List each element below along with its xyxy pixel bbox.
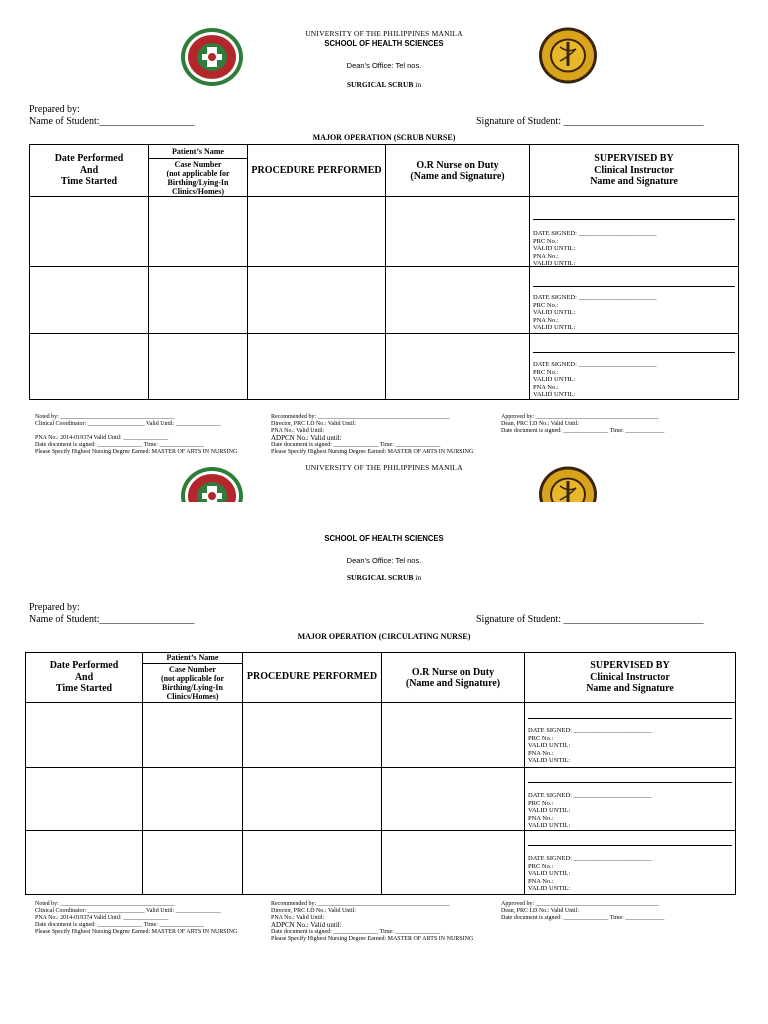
procedure-cell[interactable] (243, 831, 382, 895)
table-header-row (26, 653, 736, 703)
noted-by-field[interactable]: Noted by: ______________________________________ (35, 414, 175, 420)
footer-middle (271, 414, 473, 456)
procedure-cell[interactable] (248, 267, 386, 334)
col-supervised-header: SUPERVISED BY Clinical Instructor Name and Signature (525, 653, 736, 703)
degree-earned: Please Specify Highest Nursing Degree Earned: MASTER OF ARTS IN NURSING (271, 449, 474, 455)
date-signed-field[interactable]: Date document is signed: _______________ Time: _______________ (271, 929, 441, 935)
table-row (26, 768, 736, 831)
table-row (26, 831, 736, 895)
footer-left (35, 414, 237, 456)
student-signature-field[interactable]: Signature of Student: ____________________________ (476, 614, 704, 625)
footer-right (501, 414, 664, 435)
supervisor-fields: DATE SIGNED: ________________________ PRC No.: VALID UNTIL: PNA No.: VALID UNTIL: (528, 855, 652, 892)
pna-number-field[interactable]: PNA No.: Valid Until: (271, 915, 325, 921)
supervisor-cell[interactable] (525, 768, 736, 831)
school-of-health-sciences-seal (538, 466, 598, 502)
student-name-field[interactable]: Name of Student:___________________ (29, 614, 195, 625)
surgical-scrub-title: SURGICAL SCRUB in (346, 573, 422, 582)
footer-left (35, 901, 237, 936)
or-nurse-cell[interactable] (386, 334, 530, 400)
date-cell[interactable] (26, 703, 143, 768)
date-signed-field[interactable]: Date document is signed: _______________ Time: _______________ (271, 442, 441, 448)
dean-office: Dean’s Office: Tel nos. (346, 556, 422, 565)
school-of-health-sciences-seal (538, 27, 598, 84)
table-row (30, 334, 739, 400)
or-nurse-cell[interactable] (382, 768, 525, 831)
dean-field[interactable]: Dean, PRC I.D No.: Valid Until: (501, 908, 579, 914)
signature-line (528, 845, 732, 846)
or-nurse-cell[interactable] (382, 703, 525, 768)
or-nurse-cell[interactable] (382, 831, 525, 895)
approved-by-field[interactable]: Approved by: _________________________________________ (501, 414, 659, 420)
or-nurse-cell[interactable] (386, 197, 530, 267)
up-manila-logo (180, 466, 244, 502)
director-field[interactable]: Director, PRC I.D No.: Valid Until: (271, 421, 356, 427)
footer-right (501, 901, 664, 922)
col-date-header: Date Performed And Time Started (30, 145, 149, 197)
date-cell[interactable] (30, 334, 149, 400)
patient-cell[interactable] (149, 334, 248, 400)
university-name: UNIVERSITY OF THE PHILIPPINES MANILA (305, 29, 463, 38)
adpcn-field[interactable]: ADPCN No.: Valid until: (271, 921, 342, 929)
signature-line (533, 352, 735, 353)
col-procedure-header: PROCEDURE PERFORMED (243, 653, 382, 703)
patient-cell[interactable] (143, 831, 243, 895)
degree-earned: Please Specify Highest Nursing Degree Earned: MASTER OF ARTS IN NURSING (35, 929, 238, 935)
signature-line (533, 286, 735, 287)
supervisor-cell[interactable] (530, 334, 739, 400)
degree-earned: Please Specify Highest Nursing Degree Earned: MASTER OF ARTS IN NURSING (271, 936, 474, 942)
dean-office: Dean’s Office: Tel nos. (346, 61, 422, 70)
prepared-by-label: Prepared by: (29, 104, 80, 115)
university-name: UNIVERSITY OF THE PHILIPPINES MANILA (305, 463, 463, 472)
col-date-header: Date Performed And Time Started (26, 653, 143, 703)
pna-number: PNA No.: 2014-019374 Valid Until: _______________ (35, 435, 169, 441)
recommended-by-field[interactable]: Recommended by: ____________________________________________ (271, 414, 450, 420)
supervisor-cell[interactable] (530, 197, 739, 267)
col-patient-header: Patient’s Name Case Number (not applicable for Birthing/Lying-In Clinics/Homes) (149, 145, 248, 197)
footer-middle (271, 901, 473, 943)
director-field[interactable]: Director, PRC I.D No.: Valid Until: (271, 908, 356, 914)
date-signed-field[interactable]: Date document is signed: _______________ Time: _____________ (501, 428, 665, 434)
date-cell[interactable] (26, 768, 143, 831)
up-manila-logo (180, 27, 244, 87)
date-signed-field[interactable]: Date document is signed: _______________ Time: _____________ (501, 915, 665, 921)
date-signed-field[interactable]: Date document is signed: _______________ Time: _______________ (35, 922, 205, 928)
date-signed-field[interactable]: Date document is signed: _______________ Time: _______________ (35, 442, 205, 448)
signature-line (528, 782, 732, 783)
date-cell[interactable] (26, 831, 143, 895)
col-patient-header: Patient’s Name Case Number (not applicable for Birthing/Lying-In Clinics/Homes) (143, 653, 243, 703)
adpcn-field[interactable]: ADPCN No.: Valid until: (271, 434, 342, 442)
scrub-nurse-table (29, 144, 739, 400)
procedure-cell[interactable] (248, 334, 386, 400)
student-name-field[interactable]: Name of Student:___________________ (29, 116, 195, 127)
supervisor-fields: DATE SIGNED: ________________________ PRC No.: VALID UNTIL: PNA No.: VALID UNTIL: (533, 230, 657, 267)
procedure-cell[interactable] (243, 768, 382, 831)
table-row (30, 267, 739, 334)
pna-number: PNA No.: 2014-019374 Valid Until: _______________ (35, 915, 169, 921)
student-signature-field[interactable]: Signature of Student: ____________________________ (476, 116, 704, 127)
supervisor-cell[interactable] (525, 831, 736, 895)
clinical-coordinator-field[interactable]: Clinical Coordinator: ___________________ Valid Until: _______________ (35, 908, 221, 914)
supervisor-fields: DATE SIGNED: ________________________ PRC No.: VALID UNTIL: PNA No.: VALID UNTIL: (533, 361, 657, 398)
dean-field[interactable]: Dean, PRC I.D No.: Valid Until: (501, 421, 579, 427)
col-or-nurse-header: O.R Nurse on Duty (Name and Signature) (382, 653, 525, 703)
col-supervised-header: SUPERVISED BY Clinical Instructor Name and Signature (530, 145, 739, 197)
patient-cell[interactable] (149, 267, 248, 334)
patient-cell[interactable] (143, 768, 243, 831)
date-cell[interactable] (30, 197, 149, 267)
surgical-scrub-title: SURGICAL SCRUB in (346, 80, 422, 89)
supervisor-fields: DATE SIGNED: ________________________ PRC No.: VALID UNTIL: PNA No.: VALID UNTIL: (528, 727, 652, 764)
school-name: SCHOOL OF HEALTH SCIENCES (324, 38, 444, 48)
supervisor-fields: DATE SIGNED: ________________________ PRC No.: VALID UNTIL: PNA No.: VALID UNTIL: (533, 294, 657, 331)
patient-cell[interactable] (143, 703, 243, 768)
procedure-cell[interactable] (248, 197, 386, 267)
col-or-nurse-header: O.R Nurse on Duty (Name and Signature) (386, 145, 530, 197)
signature-line (533, 219, 735, 220)
degree-earned: Please Specify Highest Nursing Degree Earned: MASTER OF ARTS IN NURSING (35, 449, 238, 455)
table-row (30, 197, 739, 267)
col-procedure-header: PROCEDURE PERFORMED (248, 145, 386, 197)
circulating-nurse-table (25, 652, 736, 895)
prepared-by-label: Prepared by: (29, 602, 80, 613)
approved-by-field[interactable]: Approved by: _________________________________________ (501, 901, 659, 907)
table-row (26, 703, 736, 768)
patient-cell[interactable] (149, 197, 248, 267)
noted-by-field[interactable]: Noted by: ______________________________________ (35, 901, 175, 907)
clinical-coordinator-field[interactable]: Clinical Coordinator: ___________________ Valid Until: _______________ (35, 421, 221, 427)
supervisor-cell[interactable] (530, 267, 739, 334)
pna-number-field[interactable]: PNA No.: Valid Until: (271, 428, 325, 434)
table-header-row (30, 145, 739, 197)
supervisor-cell[interactable] (525, 703, 736, 768)
signature-line (528, 718, 732, 719)
school-name: SCHOOL OF HEALTH SCIENCES (324, 533, 444, 543)
section-title-scrub: MAJOR OPERATION (SCRUB NURSE) (312, 133, 456, 142)
date-cell[interactable] (30, 267, 149, 334)
recommended-by-field[interactable]: Recommended by: ____________________________________________ (271, 901, 450, 907)
or-nurse-cell[interactable] (386, 267, 530, 334)
supervisor-fields: DATE SIGNED: ________________________ PRC No.: VALID UNTIL: PNA No.: VALID UNTIL: (528, 792, 652, 829)
procedure-cell[interactable] (243, 703, 382, 768)
section-title-circulating: MAJOR OPERATION (CIRCULATING NURSE) (297, 632, 471, 641)
